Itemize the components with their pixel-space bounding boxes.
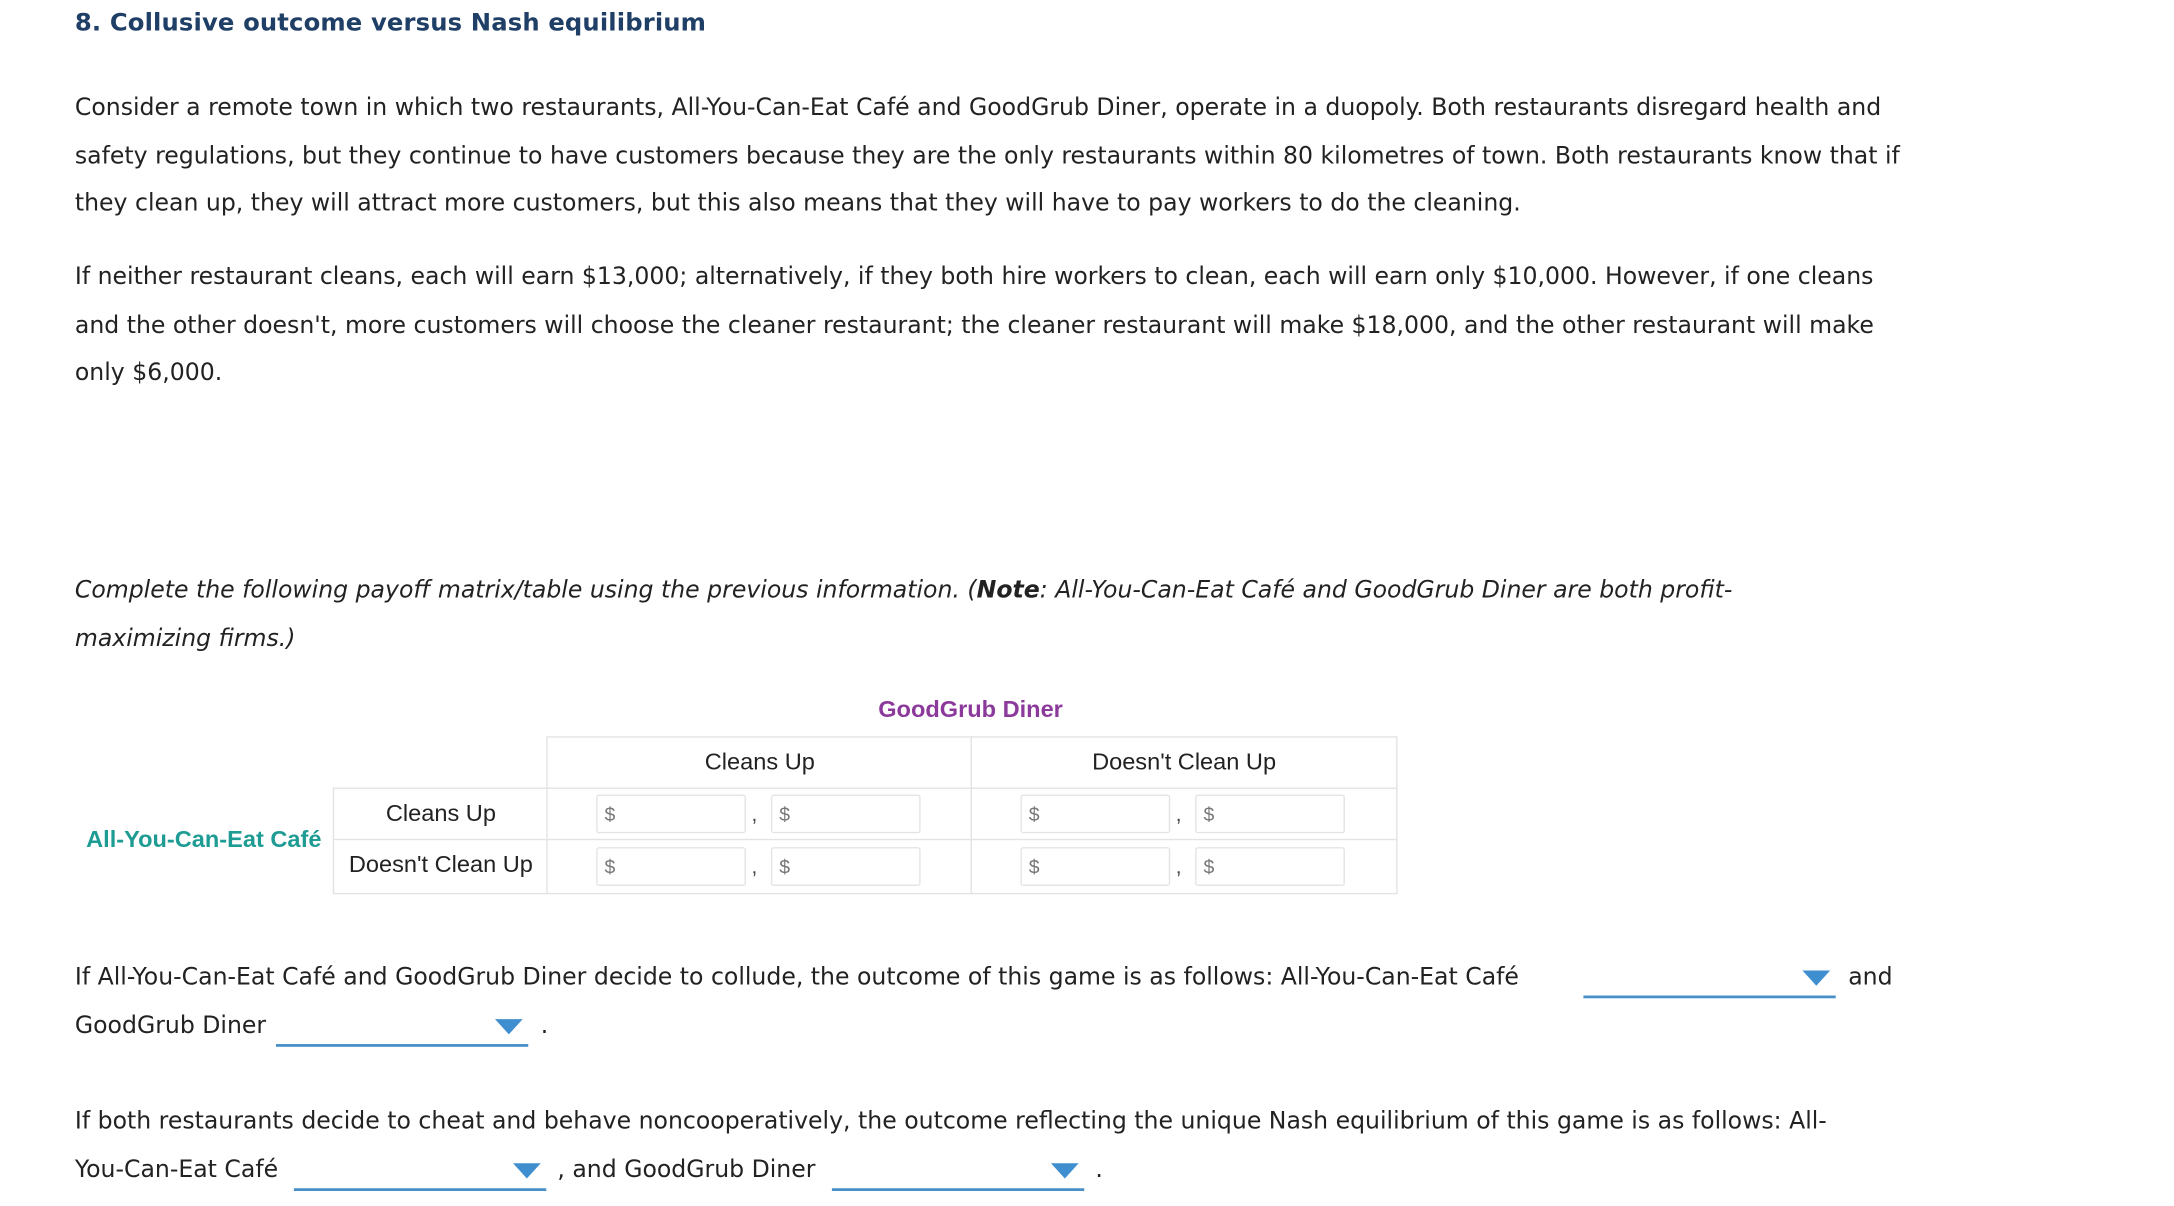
column-player-label: GoodGrub Diner	[878, 696, 1063, 723]
page-title: 8. Collusive outcome versus Nash equilibrium	[74, 9, 707, 38]
payoff-value-input[interactable]	[1047, 851, 1163, 882]
nash-cafe-dropdown[interactable]	[294, 1152, 546, 1191]
scenario-paragraph-1: Consider a remote town in which two restaurants, All-You-Can-Eat Café and GoodGrub Diner, operate in a duopoly. Both restaurants disregard health and safety regulations, but they continue to have customers because they are the only restaurants within 80 kilometres of town. Both restaurants know that if they clean up, they will attract more customers, but this also means that they will have to pay workers to do the cleaning.	[74, 94, 1900, 219]
collusion-question-diner-label: GoodGrub Diner	[74, 1012, 267, 1040]
payoff-input-diner[interactable]	[771, 847, 921, 886]
dollar-sign: $	[1028, 855, 1040, 878]
instruction-text	[75, 567, 1850, 663]
payoff-cell-cleans-cleans	[546, 788, 973, 842]
payoff-input-diner[interactable]	[1195, 794, 1345, 833]
payoff-separator: ,	[751, 802, 758, 827]
instruction-note-text: : All-You-Can-Eat Café and GoodGrub Diner are both profit-maximizing firms.)	[74, 576, 1733, 653]
chevron-down-icon	[513, 1163, 541, 1178]
dollar-sign: $	[604, 802, 616, 825]
collusion-diner-dropdown[interactable]	[276, 1008, 528, 1047]
payoff-cell-cleans-doesnt	[971, 788, 1398, 842]
payoff-separator: ,	[751, 855, 758, 880]
nash-question-period: .	[1095, 1156, 1103, 1185]
payoff-value-input[interactable]	[623, 851, 739, 882]
dollar-sign: $	[1028, 802, 1040, 825]
dollar-sign: $	[779, 802, 791, 825]
scenario-paragraph-2: If neither restaurant cleans, each will earn $13,000; alternatively, if they both hire workers to clean, each will earn only $10,000. However, if one cleans and the other doesn't, more customers will choose the cleaner restaurant; the cleaner restaurant will make $18,000, and the other restaurant will make only $6,000.	[74, 263, 1874, 388]
nash-diner-dropdown[interactable]	[832, 1152, 1084, 1191]
payoff-value-input[interactable]	[797, 851, 913, 882]
dollar-sign: $	[1203, 802, 1215, 825]
payoff-cell-doesnt-cleans	[546, 839, 973, 894]
payoff-input-cafe[interactable]	[596, 847, 746, 886]
column-header-cleans-up: Cleans Up	[546, 736, 973, 790]
payoff-value-input[interactable]	[1222, 799, 1338, 830]
payoff-separator: ,	[1175, 855, 1182, 880]
payoff-input-cafe[interactable]	[1020, 794, 1170, 833]
payoff-value-input[interactable]	[797, 799, 913, 830]
column-header-doesnt-clean-up: Doesn't Clean Up	[971, 736, 1398, 790]
chevron-down-icon	[495, 1019, 523, 1034]
collusion-question-text: If All-You-Can-Eat Café and GoodGrub Diner decide to collude, the outcome of this game is as follows: All-You-Can-Eat Café	[74, 963, 1519, 992]
nash-question-cafe-label: You-Can-Eat Café	[74, 1156, 279, 1185]
dollar-sign: $	[604, 855, 616, 878]
chevron-down-icon	[1051, 1163, 1079, 1178]
chevron-down-icon	[1802, 971, 1830, 986]
payoff-cell-doesnt-doesnt	[971, 839, 1398, 894]
collusion-question-and: and	[1848, 963, 1893, 992]
payoff-input-cafe[interactable]	[596, 794, 746, 833]
nash-question-diner-label: , and GoodGrub Diner	[557, 1156, 816, 1185]
payoff-input-diner[interactable]	[1195, 847, 1345, 886]
instruction-note-label: Note	[976, 576, 1040, 605]
payoff-separator: ,	[1175, 802, 1182, 827]
collusion-cafe-dropdown[interactable]	[1583, 959, 1835, 998]
dollar-sign: $	[779, 855, 791, 878]
nash-question-text: If both restaurants decide to cheat and behave noncooperatively, the outcome reflecting the unique Nash equilibrium of this game is as follows: All-	[74, 1107, 1827, 1136]
row-header-cleans-up: Cleans Up	[333, 788, 549, 842]
payoff-input-diner[interactable]	[771, 794, 921, 833]
payoff-input-cafe[interactable]	[1020, 847, 1170, 886]
row-header-doesnt-clean-up: Doesn't Clean Up	[333, 839, 549, 894]
instruction-lead: Complete the following payoff matrix/table using the previous information. (	[74, 576, 977, 605]
payoff-value-input[interactable]	[1047, 799, 1163, 830]
payoff-value-input[interactable]	[623, 799, 739, 830]
payoff-value-input[interactable]	[1222, 851, 1338, 882]
collusion-question-period: .	[540, 1012, 549, 1040]
dollar-sign: $	[1203, 855, 1215, 878]
row-player-label: All-You-Can-Eat Café	[86, 826, 322, 853]
